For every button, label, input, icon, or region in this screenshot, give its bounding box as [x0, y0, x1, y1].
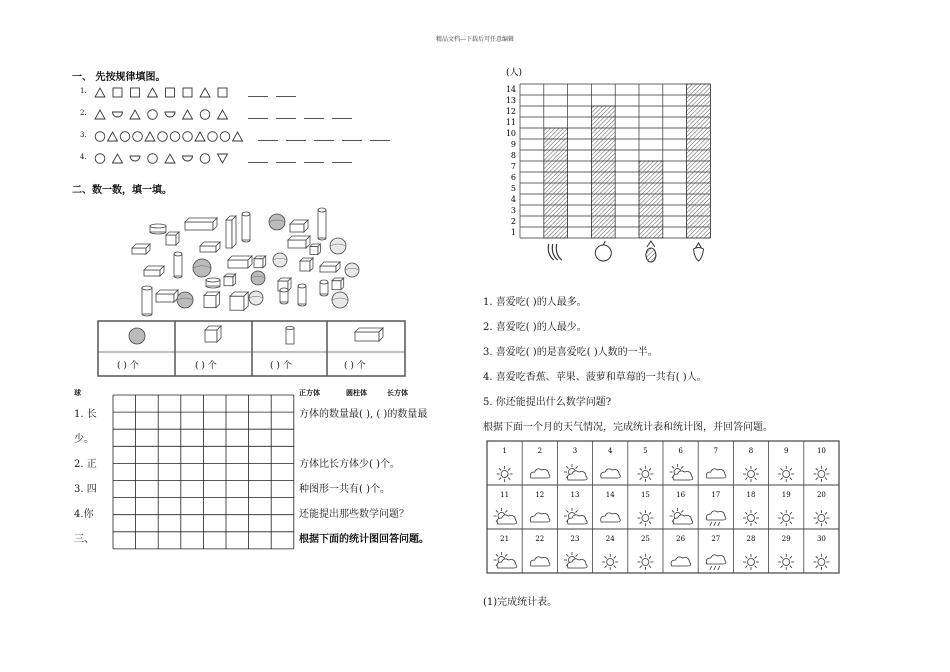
day-number: 22 [535, 535, 545, 543]
day-number: 3 [572, 447, 578, 455]
q4-right: 还能提出那些数学问题？ [299, 509, 409, 520]
cylinder-icon [286, 328, 294, 344]
label-cuboid: 长方体 [387, 389, 408, 397]
day-number: 20 [816, 491, 826, 499]
sun-icon [607, 559, 614, 566]
pattern-row-shapes [94, 86, 264, 100]
q4-left: 4.你 [74, 509, 94, 520]
r-question-5: 5. 你还能提出什么数学问题? [483, 397, 612, 408]
day-number: 25 [640, 535, 650, 543]
cuboid-solid [200, 246, 216, 252]
pineapple-icon [646, 248, 656, 262]
circle-shape [183, 132, 193, 142]
circle-shape [158, 132, 168, 142]
answer-blank[interactable] [332, 118, 352, 119]
circle-shape [170, 132, 180, 142]
pattern-row-number: 1. [80, 87, 87, 95]
day-number: 14 [605, 491, 615, 499]
sun-icon [818, 559, 825, 566]
answer-blank[interactable] [276, 118, 296, 119]
y-axis-label: (人) [506, 68, 523, 78]
day-number: 17 [711, 491, 721, 499]
triangle-shape [195, 132, 205, 141]
answer-blank[interactable] [370, 140, 390, 141]
ball-solid [273, 253, 287, 267]
r-question-4: 4. 喜爱吃香蕉、苹果、菠萝和草莓的一共有( )人。 [483, 372, 707, 383]
circle-shape [133, 132, 143, 142]
sun-icon [748, 559, 755, 566]
triangle-shape [218, 110, 228, 119]
day-number: 6 [678, 447, 683, 455]
day-number: 11 [500, 491, 510, 499]
square-shape [183, 88, 192, 97]
cylinder-solid [142, 288, 152, 314]
circle-shape [208, 132, 218, 142]
day-number: 1 [502, 447, 507, 455]
cube-solid [166, 235, 176, 245]
cube-solid [204, 296, 216, 308]
square-shape [218, 88, 227, 97]
circle-shape [220, 132, 230, 142]
pattern-row-shapes [94, 108, 264, 122]
triangle-shape [148, 88, 158, 97]
day-number: 30 [816, 535, 826, 543]
pattern-row-shapes [94, 152, 264, 166]
answer-blank[interactable] [332, 162, 352, 163]
cube-icon [205, 330, 217, 342]
y-tick-label: 1 [510, 228, 516, 237]
cuboid-solid [185, 222, 213, 230]
day-number: 2 [537, 447, 543, 455]
day-number: 19 [781, 491, 791, 499]
r-question-1: 1. 喜爱吃( )的人最多。 [483, 297, 587, 308]
y-tick-label: 6 [510, 173, 516, 182]
answer-blank[interactable] [248, 162, 268, 163]
cube-solid [310, 246, 318, 254]
y-tick-label: 8 [510, 151, 516, 160]
label-ball: 球 [74, 389, 81, 397]
cuboid-solid [288, 240, 306, 248]
day-number: 24 [605, 535, 615, 543]
page-header: 精品文档---下载后可任意编辑 [435, 36, 515, 43]
ball-icon [129, 328, 145, 344]
answer-blank[interactable] [258, 140, 278, 141]
sun-icon [748, 471, 755, 478]
cuboid-solid [144, 270, 160, 276]
square-shape [131, 88, 140, 97]
day-number: 7 [713, 447, 719, 455]
y-tick-label: 3 [510, 206, 516, 215]
r-question-3: 3. 喜爱吃( )的是喜爱吃( )人数的一半。 [483, 347, 658, 358]
cube-solid [224, 277, 233, 286]
empty-bar-grid [112, 394, 296, 551]
day-number: 23 [570, 535, 580, 543]
day-number: 5 [643, 447, 648, 455]
y-tick-label: 5 [510, 184, 516, 193]
answer-blank[interactable] [314, 140, 334, 141]
y-tick-label: 4 [510, 195, 516, 204]
y-tick-label: 12 [505, 107, 516, 116]
circle-shape [148, 110, 158, 120]
section-2-title: 二、数一数，填一填。 [72, 185, 172, 196]
half-circle-shape [183, 156, 193, 161]
cube-solid [300, 261, 310, 271]
triangle-shape [95, 88, 105, 97]
cuboid-solid [228, 260, 248, 268]
cuboid-solid [156, 294, 174, 302]
cuboid-icon [355, 332, 379, 341]
sun-icon [748, 515, 755, 522]
y-tick-label: 13 [505, 96, 516, 105]
count-cell-2: ( ) 个 [195, 361, 217, 371]
count-cell-4: ( ) 个 [344, 361, 366, 371]
inverted-triangle-shape [218, 154, 228, 163]
circle-shape [120, 132, 130, 142]
section-3-title: 根据下面的统计图回答问题。 [299, 534, 429, 545]
square-shape [113, 88, 122, 97]
r-question-2: 2. 喜爱吃( )的人最少。 [483, 322, 587, 333]
ball-solid [193, 259, 211, 277]
apple-icon [595, 245, 611, 261]
triangle-shape [183, 110, 193, 119]
half-circle-shape [165, 112, 175, 117]
q3-right: 种图形一共有( )个。 [299, 484, 390, 495]
day-number: 15 [640, 491, 650, 499]
y-tick-label: 14 [505, 85, 516, 94]
q1-left: 1. 长 [74, 409, 97, 420]
q2-left: 2. 正 [74, 459, 97, 470]
pattern-row-number: 3. [80, 131, 87, 139]
answer-blank[interactable] [304, 118, 324, 119]
day-number: 29 [781, 535, 791, 543]
y-tick-label: 9 [510, 140, 516, 149]
section-1-title: 一、 先按规律填图。 [72, 72, 166, 83]
triangle-shape [130, 110, 140, 119]
q1b-left: 少。 [74, 434, 94, 445]
sun-icon [783, 471, 790, 478]
day-number: 8 [748, 447, 754, 455]
pattern-row-shapes [94, 130, 264, 144]
y-tick-label: 10 [505, 129, 516, 138]
triangle-shape [108, 132, 118, 141]
cylinder-solid [242, 214, 250, 240]
ball-solid [330, 238, 346, 254]
day-number: 26 [676, 535, 686, 543]
triangle-shape [113, 154, 123, 163]
triangle-shape [233, 132, 243, 141]
sun-icon [783, 515, 790, 522]
day-number: 12 [535, 491, 545, 499]
sun-icon [642, 471, 649, 478]
sun-icon [501, 471, 508, 478]
cube-solid [230, 296, 244, 310]
answer-blank[interactable] [276, 96, 296, 97]
y-tick-label: 2 [510, 217, 516, 226]
answer-blank[interactable] [276, 162, 296, 163]
cube-solid [254, 259, 263, 268]
circle-shape [200, 154, 210, 164]
day-number: 9 [783, 447, 789, 455]
footer-instruction: (1)完成统计表。 [483, 597, 558, 608]
pattern-row-number: 2. [80, 109, 87, 117]
day-number: 18 [746, 491, 756, 499]
day-number: 4 [607, 447, 613, 455]
day-number: 27 [711, 535, 721, 543]
cylinder-solid [298, 286, 306, 304]
answer-blank[interactable] [248, 96, 268, 97]
q1-right: 方体的数量最( ), ( )的数量最 [299, 409, 428, 420]
half-circle-shape [113, 112, 123, 117]
pattern-row-number: 4. [80, 153, 87, 161]
day-number: 21 [500, 535, 510, 543]
sun-icon [642, 515, 649, 522]
bar-菠萝 [639, 161, 663, 238]
cylinder-solid [174, 254, 182, 276]
answer-blank[interactable] [286, 140, 306, 141]
cuboid-solid [320, 266, 336, 272]
fruit-bar-chart [500, 64, 720, 280]
q3-left: 3. 四 [74, 484, 97, 495]
weather-instructions: 根据下面一个月的天气情况，完成统计表和统计图，并回答问题。 [483, 422, 773, 433]
sun-icon [818, 515, 825, 522]
solids-picture [130, 200, 370, 318]
ball-solid [251, 271, 265, 285]
triangle-shape [145, 132, 155, 141]
y-tick-label: 11 [505, 118, 516, 127]
triangle-shape [165, 154, 175, 163]
count-cell-1: ( ) 个 [117, 361, 139, 371]
answer-blank[interactable] [304, 162, 324, 163]
sun-icon [642, 559, 649, 566]
weather-calendar [486, 440, 842, 576]
circle-shape [148, 154, 158, 164]
sun-icon [783, 559, 790, 566]
label-cube: 正方体 [299, 389, 320, 397]
cuboid-solid [132, 248, 146, 254]
answer-blank[interactable] [342, 140, 362, 141]
triangle-shape [200, 88, 210, 97]
day-number: 28 [746, 535, 756, 543]
ball-solid [269, 214, 285, 230]
ball-solid [177, 292, 193, 308]
label-cylinder: 圆柱体 [346, 389, 367, 397]
strawberry-icon [694, 248, 704, 262]
circle-shape [95, 154, 105, 164]
banana-icon [556, 244, 561, 260]
pattern-rows [80, 86, 440, 166]
circle-shape [200, 110, 210, 120]
day-number: 10 [816, 447, 826, 455]
ball-solid [345, 263, 359, 277]
square-shape [166, 88, 175, 97]
count-cell-3: ( ) 个 [270, 361, 292, 371]
sun-icon [818, 471, 825, 478]
half-circle-shape [130, 156, 140, 161]
day-number: 13 [570, 491, 580, 499]
cylinder-solid [318, 210, 326, 238]
cuboid-solid [226, 220, 232, 248]
answer-blank[interactable] [248, 118, 268, 119]
ball-solid [332, 292, 348, 308]
day-number: 16 [676, 491, 686, 499]
cube-solid [332, 281, 341, 290]
ball-solid [249, 291, 263, 305]
y-tick-label: 7 [510, 162, 516, 171]
triangle-shape [95, 110, 105, 119]
circle-shape [95, 132, 105, 142]
section-3-left: 三、 [74, 534, 94, 545]
cuboid-solid [290, 224, 304, 232]
q2-right: 方体比长方体少( )个。 [299, 459, 400, 470]
